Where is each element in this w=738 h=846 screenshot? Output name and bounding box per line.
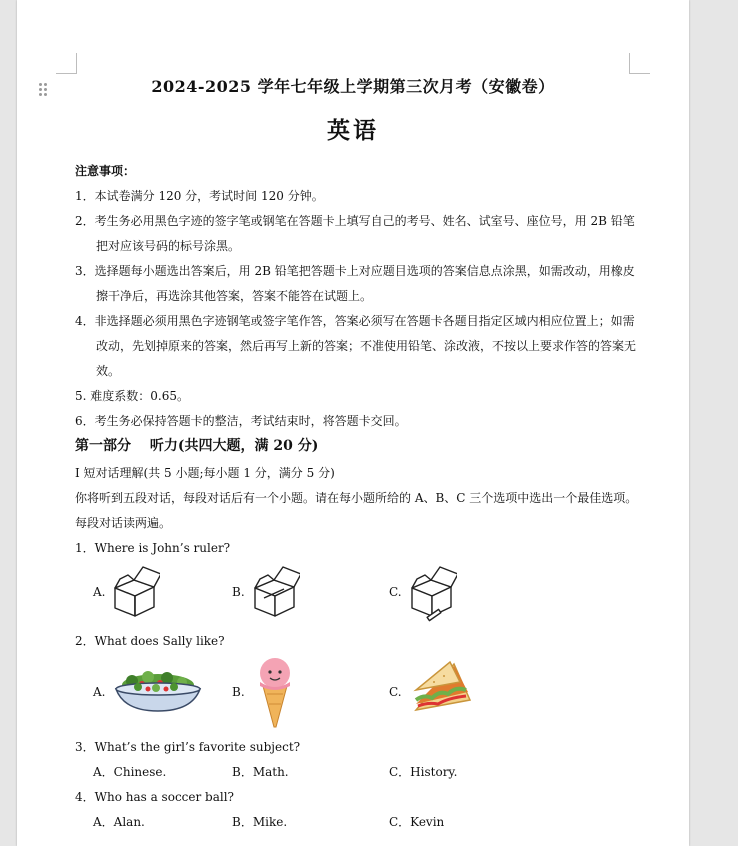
instruction: 每段对话读两遍。	[75, 516, 172, 530]
ice-cream-icon	[255, 656, 295, 728]
notice-heading: 注意事项：	[75, 164, 136, 178]
option-text: C．Kevin	[389, 815, 445, 829]
option-text: C．History.	[389, 765, 458, 779]
option-text: A．Chinese.	[93, 765, 167, 779]
option-label: A.	[93, 685, 106, 699]
notice-item: 6．考生务必保持答题卡的整洁，考试结束时，将答题卡交回。	[75, 414, 407, 428]
question-stem: 4．Who has a soccer ball?	[75, 790, 234, 804]
salad-icon	[112, 665, 204, 715]
question-stem: 1．Where is John’s ruler?	[75, 541, 231, 555]
question-stem: 2．What does Sally like?	[75, 634, 225, 648]
notice-item: 2．考生务必用黑色字迹的签字笔或钢笔在答题卡上填写自己的考号、姓名、试室号、座位号，用 2B 铅笔	[75, 214, 635, 228]
option-label: A.	[93, 585, 106, 599]
section-title: 第一部分 听力(共四大题，满 20 分)	[75, 438, 319, 454]
instruction: 你将听到五段对话，每段对话后有一个小题。请在每小题所给的 A、B、C 三个选项中选出一个最佳选项。	[75, 491, 638, 505]
option-text: A．Alan.	[93, 815, 145, 829]
notice-item: 擦干净后，再选涂其他答案，答案不能答在试题上。	[96, 289, 373, 303]
exam-title: 2024-2025 学年七年级上学期第三次月考（安徽卷）	[151, 77, 555, 96]
option-label: B.	[232, 585, 245, 599]
notice-item: 4．非选择题必须用黑色字迹钢笔或签字笔作答，答案必须写在答题卡各题目指定区域内相应位置上；如需	[75, 314, 635, 328]
option-text: B．Math.	[232, 765, 289, 779]
notice-item: 3．选择题每小题选出答案后，用 2B 铅笔把答题卡上对应题目选项的答案信息点涂黑，如需改动，用橡皮	[75, 264, 635, 278]
notice-item: 5. 难度系数：0.65。	[75, 389, 189, 403]
option-text: B．Mike.	[232, 815, 288, 829]
box-open-icon	[250, 563, 300, 619]
notice-item: 改动，先划掉原来的答案，然后再写上新的答案；不准使用铅笔、涂改液，不按以上要求作答的答案无	[96, 339, 637, 353]
box-open-icon	[110, 563, 160, 619]
margin-corner-mark	[56, 53, 77, 74]
question-stem: 3．What’s the girl’s favorite subject?	[75, 740, 301, 754]
option-label: C.	[389, 585, 402, 599]
notice-item: 把对应该号码的标号涂黑。	[96, 239, 241, 253]
option-label: C.	[389, 685, 402, 699]
part-title: Ⅰ 短对话理解(共 5 小题;每小题 1 分，满分 5 分)	[75, 466, 335, 480]
document-page	[17, 0, 689, 846]
margin-corner-mark	[629, 53, 650, 74]
option-label: B.	[232, 685, 245, 699]
notice-item: 1．本试卷满分 120 分，考试时间 120 分钟。	[75, 189, 324, 203]
notice-item: 效。	[96, 364, 121, 378]
box-with-ruler-icon	[407, 563, 457, 623]
sandwich-icon	[410, 660, 474, 720]
subject-title: 英语	[327, 117, 379, 144]
